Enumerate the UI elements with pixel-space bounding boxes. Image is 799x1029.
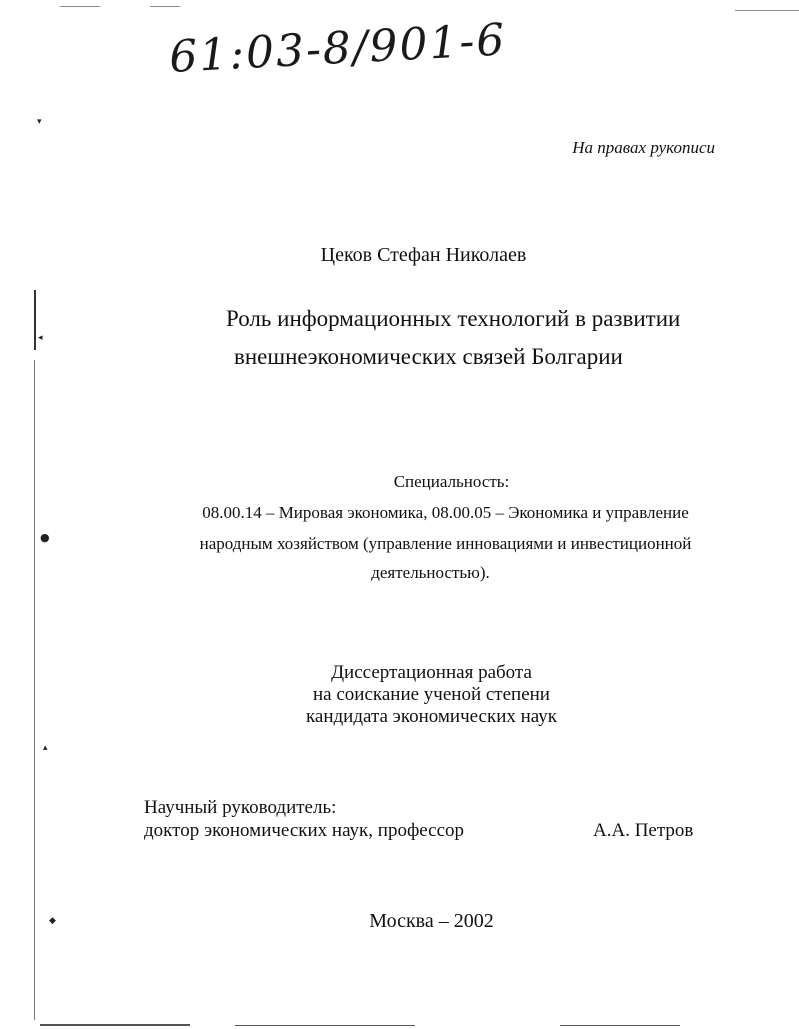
handwritten-archive-code: 61:03-8/901-6 — [168, 14, 508, 83]
supervisor-label: Научный руководитель: — [144, 797, 337, 818]
specialty-heading: Специальность: — [393, 472, 510, 491]
scan-edge-line — [560, 1025, 680, 1026]
author-name: Цеков Стефан Николаев — [320, 244, 527, 266]
thesis-title-line-1: Роль информационных технологий в развитии — [226, 306, 681, 331]
scan-speck: ◂ — [38, 333, 43, 343]
rights-note: На правах рукописи — [572, 138, 715, 157]
dissertation-line-1: Диссертационная работа — [331, 662, 532, 683]
scan-speck: ● — [40, 531, 50, 544]
thesis-title-line-2: внешнеэкономических связей Болгарии — [234, 344, 623, 369]
specialty-line-1: 08.00.14 – Мировая экономика, 08.00.05 – Экономика и управление — [202, 503, 689, 522]
supervisor-name: А.А. Петров — [593, 820, 694, 841]
scan-edge-line — [235, 1025, 415, 1026]
dissertation-line-2: на соискание ученой степени — [313, 684, 550, 705]
supervisor-degree: доктор экономических наук, профессор — [144, 820, 465, 841]
scan-edge-line — [60, 6, 100, 7]
dissertation-line-3: кандидата экономических наук — [305, 706, 558, 727]
scan-edge-line — [150, 6, 180, 7]
scan-speck: ▾ — [37, 117, 42, 127]
scan-speck: ▴ — [43, 743, 48, 753]
specialty-line-3: деятельностью). — [371, 563, 490, 582]
scan-speck: ◆ — [49, 916, 56, 926]
scan-edge-line — [735, 10, 799, 11]
place-year: Москва – 2002 — [369, 910, 494, 932]
specialty-line-2: народным хозяйством (управление инновациями и инвестиционной — [199, 534, 692, 553]
scan-margin-line — [34, 290, 36, 350]
scan-edge-line — [40, 1024, 190, 1026]
